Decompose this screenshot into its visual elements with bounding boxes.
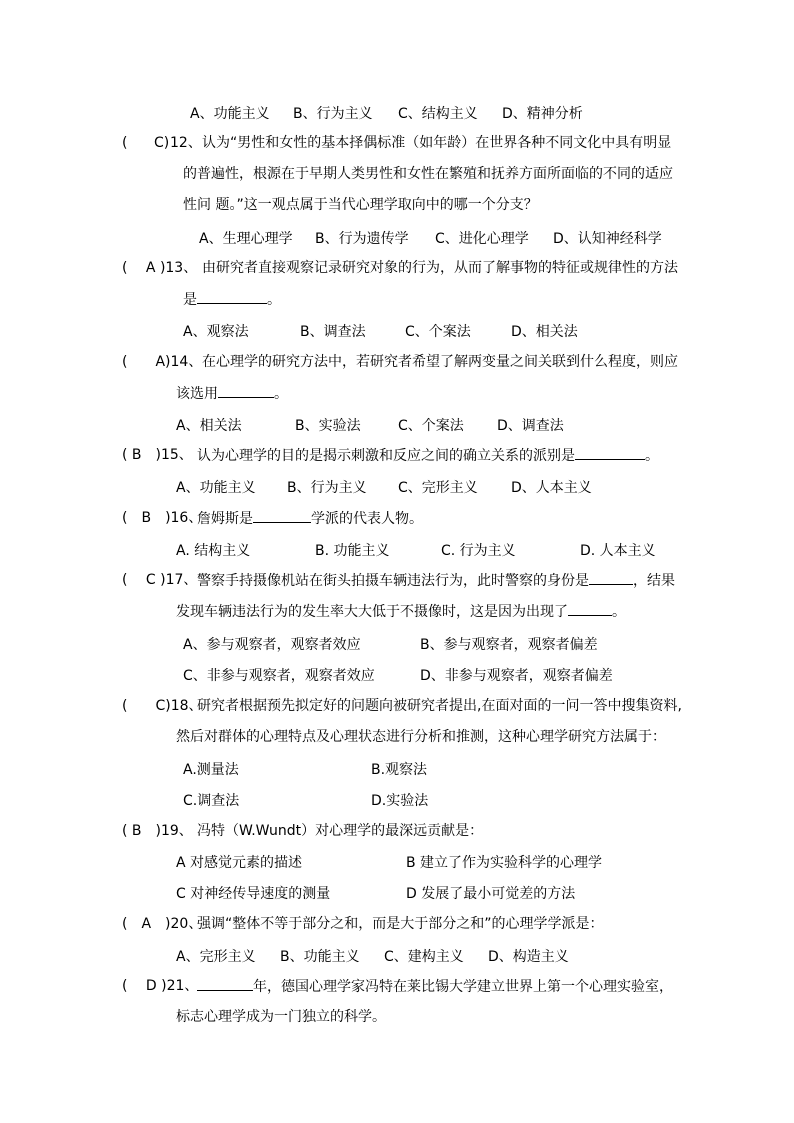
question-text: 认为“男性和女性的基本择偶标准（如年龄）在世界各种不同文化中具有明显 — [202, 135, 672, 151]
option-a: A、完形主义 — [176, 949, 256, 965]
option-b: B、功能主义 — [280, 949, 360, 965]
option-d: D 发展了最小可觉差的方法 — [406, 886, 576, 902]
option-b: B. 功能主义 — [315, 543, 390, 559]
option-d: D、非参与观察者，观察者偏差 — [420, 668, 613, 684]
option-d: D、相关法 — [511, 324, 578, 340]
option-c: C 对神经传导速度的测量 — [176, 886, 331, 902]
option-c: C. 行为主义 — [441, 543, 516, 559]
question-prefix: ( C)18、 — [122, 698, 203, 714]
option-c: C、完形主义 — [398, 480, 478, 496]
question-prefix: ( A )13、 — [122, 260, 198, 276]
question-text-cont: 发现车辆违法行为的发生率大大低于不摄像时，这是因为出现了 。 — [176, 604, 626, 620]
option-c: C、个案法 — [405, 324, 471, 340]
option-b: B.观察法 — [371, 762, 428, 778]
option-d: D、认知神经科学 — [553, 231, 662, 247]
answer-blank — [197, 977, 253, 991]
option-b: B、调查法 — [300, 324, 366, 340]
question-text: 詹姆斯是 学派的代表人物。 — [197, 511, 423, 527]
option-a: A、功能主义 — [176, 480, 256, 496]
option-d: D.实验法 — [371, 793, 429, 809]
question-text: 冯特（W.Wundt）对心理学的最深远贡献是： — [197, 823, 484, 839]
answer-blank — [253, 509, 311, 523]
question-prefix: ( A )20、 — [122, 916, 203, 932]
question-text-cont: 是 。 — [183, 292, 281, 308]
question-text: 在心理学的研究方法中，若研究者希望了解两变量之间关联到什么程度，则应 — [202, 354, 678, 370]
question-text: 年，德国心理学家冯特在莱比锡大学建立世界上第一个心理实验室， — [197, 977, 673, 996]
option-b: B、行为主义 — [287, 480, 367, 496]
option-b: B、参与观察者，观察者偏差 — [420, 637, 598, 653]
option-a: A、参与观察者，观察者效应 — [183, 637, 361, 653]
option-a: A、相关法 — [176, 418, 242, 434]
question-text-cont: 性问 题。”这一观点属于当代心理学取向中的哪一个分支？ — [183, 197, 538, 213]
option-b: B、实验法 — [295, 418, 361, 434]
option-c: C、结构主义 — [398, 106, 478, 122]
answer-blank — [575, 446, 645, 460]
option-c: C、非参与观察者，观察者效应 — [183, 668, 375, 684]
question-text-cont: 的普遍性，根源在于早期人类男性和女性在繁殖和抚养方面所面临的不同的适应 — [183, 166, 673, 182]
option-c: C、个案法 — [398, 418, 464, 434]
answer-blank — [197, 290, 267, 304]
option-a: A.测量法 — [183, 762, 239, 778]
option-a: A. 结构主义 — [176, 543, 251, 559]
option-c: C、进化心理学 — [435, 231, 529, 247]
question-text-cont: 该选用 。 — [176, 386, 288, 402]
answer-blank — [589, 571, 633, 585]
answer-blank — [568, 602, 612, 616]
option-a: A 对感觉元素的描述 — [176, 855, 303, 871]
option-a: A、生理心理学 — [199, 231, 293, 247]
question-text: 由研究者直接观察记录研究对象的行为，从而了解事物的特征或规律性的方法 — [202, 260, 678, 276]
question-prefix: ( B )19、 — [122, 823, 193, 839]
option-b: B、行为主义 — [293, 106, 373, 122]
answer-bracket: ( — [122, 135, 128, 151]
question-text: 强调“整体不等于部分之和，而是大于部分之和”的心理学学派是： — [197, 916, 604, 932]
question-prefix: ( A)14、 — [122, 354, 203, 370]
question-prefix: ( B )15、 — [122, 447, 193, 463]
option-b: B、行为遗传学 — [315, 231, 409, 247]
option-c: C.调查法 — [183, 793, 240, 809]
question-text: 认为心理学的目的是揭示刺激和反应之间的确立关系的派别是 。 — [197, 448, 659, 464]
option-b: B 建立了作为实验科学的心理学 — [406, 855, 603, 871]
question-text-cont: 然后对群体的心理特点及心理状态进行分析和推测，这种心理学研究方法属于： — [176, 729, 666, 745]
option-d: D、人本主义 — [511, 480, 592, 496]
question-prefix: ( C )17、 — [122, 572, 198, 588]
option-c: C、建构主义 — [384, 949, 464, 965]
option-a: A、观察法 — [183, 324, 249, 340]
question-text: 警察手持摄像机站在街头拍摄车辆违法行为，此时警察的身份是 ，结果 — [197, 573, 675, 589]
question-prefix: ( D )21、 — [122, 978, 199, 994]
answer-blank — [218, 384, 274, 398]
option-a: A、功能主义 — [190, 106, 270, 122]
option-d: D. 人本主义 — [580, 543, 656, 559]
question-prefix: ( B )16、 — [122, 510, 203, 526]
question-text-cont: 标志心理学成为一门独立的科学。 — [176, 1009, 386, 1025]
answer: C) — [154, 135, 170, 151]
option-d: D、精神分析 — [502, 106, 583, 122]
question-number: 12、 — [170, 135, 202, 151]
question-text: 研究者根据预先拟定好的问题向被研究者提出,在面对面的一问一答中搜集资料, — [197, 698, 682, 714]
option-d: D、构造主义 — [488, 949, 569, 965]
option-d: D、调查法 — [497, 418, 564, 434]
